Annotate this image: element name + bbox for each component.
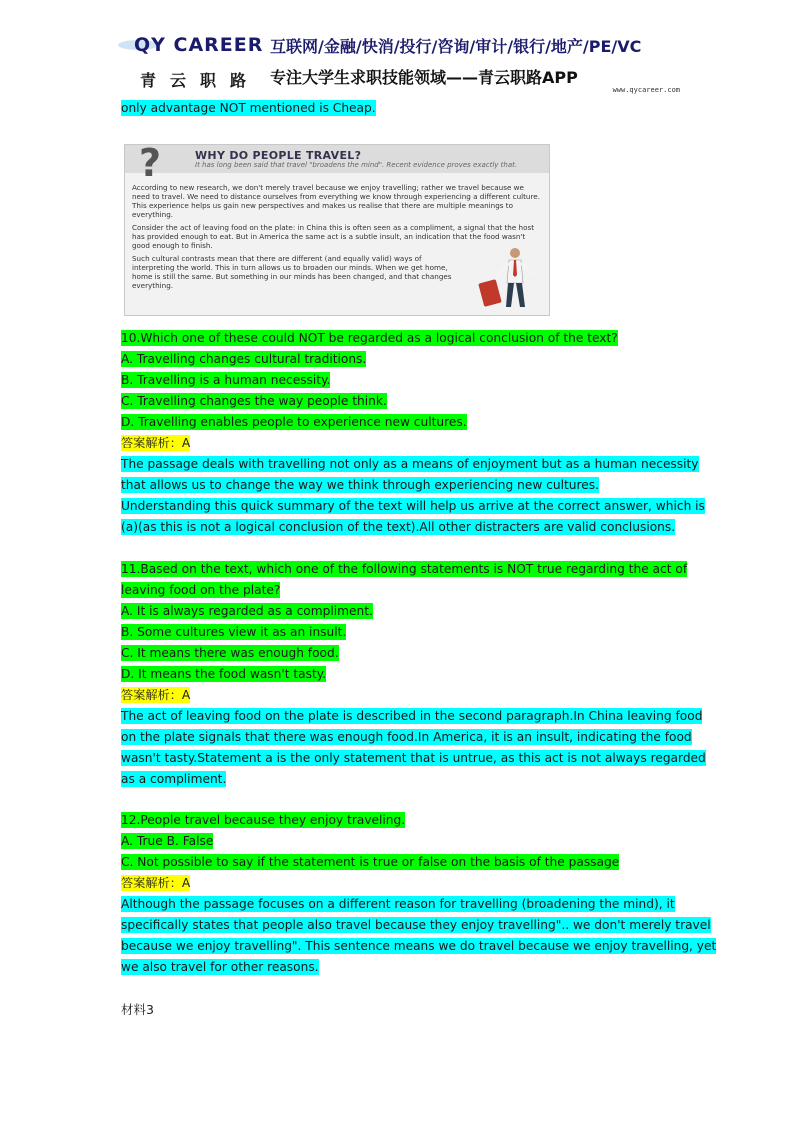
question-text: 10.Which one of these could NOT be regarded as a logical conclusion of the text?	[121, 331, 618, 345]
explanation-line: Although the passage focuses on a different reason for travelling (broadening the mind), it	[121, 897, 675, 911]
explanation-line: we also travel for other reasons.	[121, 960, 319, 974]
header-industries: 互联网/金融/快消/投行/咨询/审计/银行/地产/PE/VC	[270, 37, 642, 56]
question-mark-icon: ?	[139, 144, 162, 185]
explanation-line: The passage deals with travelling not only as a means of enjoyment but as a human necessity	[121, 457, 699, 471]
document-body	[121, 98, 681, 119]
brand-chinese-name: 青云职路	[140, 71, 261, 90]
answer-label: 答案解析：A	[121, 688, 191, 702]
explanation-line: wasn't tasty.Statement a is the only statement that is untrue, as this act is not always regarded	[121, 751, 706, 765]
material-label: 材料3	[121, 1002, 154, 1017]
answer-label: 答案解析：A	[121, 876, 191, 890]
question-11	[121, 559, 706, 790]
explanation-line: Understanding this quick summary of the text will help us arrive at the correct answer, which is	[121, 499, 705, 513]
explanation-line: The act of leaving food on the plate is described in the second paragraph.In China leaving food	[121, 709, 703, 723]
option-c: C. Not possible to say if the statement is true or false on the basis of the passage	[121, 855, 620, 869]
figure-paragraph-2: Consider the act of leaving food on the plate: in China this is often seen as a compliment, a signal that the host has provided enough to eat. But in America the same act is a subtle insult, an indication that the food wasn't good enough to finish.	[132, 223, 535, 250]
figure-subtitle: It has long been said that travel "broadens the mind". Recent evidence proves exactly that.	[195, 161, 518, 169]
question-text: 12.People travel because they enjoy traveling.	[121, 813, 406, 827]
explanation-line: specifically states that people also travel because they enjoy travelling".. we don't merely travel	[121, 918, 711, 932]
traveller-illustration	[475, 245, 543, 311]
option-d: D. It means the food wasn't tasty.	[121, 667, 327, 681]
explanation-line: that allows us to change the way we think through experiencing new cultures.	[121, 478, 599, 492]
option-a-b: A. True B. False	[121, 834, 214, 848]
figure-paragraph-3: Such cultural contrasts mean that there are different (and equally valid) ways of interpreting the world. This in turn allows us to broaden our minds. When we get home, home is still the same. But something in our minds has been changed, and that changes everything.	[132, 254, 452, 290]
option-a: A. It is always regarded as a compliment.	[121, 604, 373, 618]
explanation-line: (a)(as this is not a logical conclusion of the text).All other distracters are valid conclusions.	[121, 520, 676, 534]
option-c: C. Travelling changes the way people think.	[121, 394, 387, 408]
question-text: leaving food on the plate?	[121, 583, 281, 597]
option-a: A. Travelling changes cultural traditions.	[121, 352, 367, 366]
intro-line: only advantage NOT mentioned is Cheap.	[121, 101, 376, 115]
article-figure	[124, 144, 550, 316]
option-b: B. Travelling is a human necessity.	[121, 373, 331, 387]
question-12	[121, 810, 717, 978]
question-text: 11.Based on the text, which one of the following statements is NOT true regarding the act of	[121, 562, 688, 576]
option-d: D. Travelling enables people to experience new cultures.	[121, 415, 467, 429]
brand-logo: QY CAREER	[134, 34, 264, 56]
question-10	[121, 328, 705, 538]
explanation-line: as a compliment.	[121, 772, 227, 786]
explanation-line: on the plate signals that there was enough food.In America, it is an insult, indicating the food	[121, 730, 692, 744]
header-website: www.qycareer.com	[612, 86, 680, 94]
page-header	[120, 30, 690, 98]
figure-paragraph-1: According to new research, we don't merely travel because we enjoy travelling; rather we travel because we need to travel. We need to distance ourselves from everything we know through experiencing a different culture. This experience helps us gain new perspectives and makes us realise that there are multiple meanings to everything.	[132, 183, 540, 219]
answer-label: 答案解析：A	[121, 436, 191, 450]
explanation-line: because we enjoy travelling". This sentence means we do travel because we enjoy travelling, yet	[121, 939, 717, 953]
figure-title: WHY DO PEOPLE TRAVEL?	[195, 149, 362, 162]
header-slogan: 专注大学生求职技能领域——青云职路APP	[270, 68, 578, 87]
option-c: C. It means there was enough food.	[121, 646, 339, 660]
option-b: B. Some cultures view it as an insult.	[121, 625, 347, 639]
